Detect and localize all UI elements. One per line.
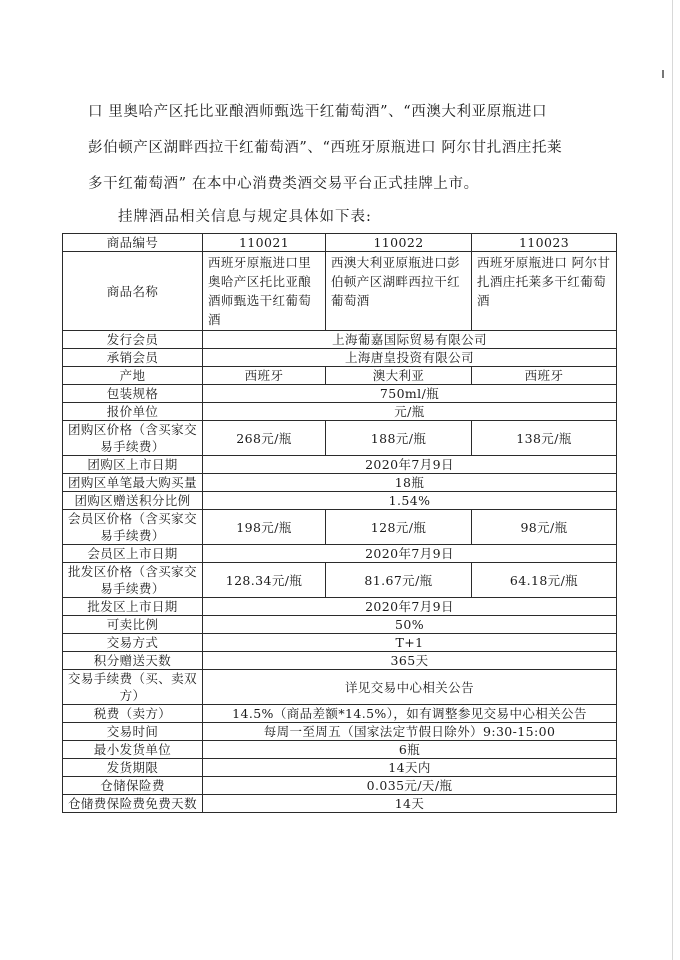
table-row: [63, 634, 617, 652]
table-row: [63, 421, 617, 456]
intro-line: 彭伯顿产区湖畔西拉干红葡萄酒”、“西班牙原瓶进口 阿尔甘扎酒庄托莱: [88, 140, 563, 156]
table-row: [63, 385, 617, 403]
table-row: [63, 349, 617, 367]
intro-line: 多干红葡萄酒” 在本中心消费类酒交易平台正式挂牌上市。: [88, 176, 479, 192]
origin: 西班牙: [203, 367, 326, 385]
table-row: [63, 474, 617, 492]
row-label: 团购区价格（含买家交易手续费）: [63, 421, 203, 456]
row-value: 14.5%（商品差额*14.5%），如有调整参见交易中心相关公告: [203, 705, 617, 723]
table-row: [63, 367, 617, 385]
row-value: 1.54%: [203, 492, 617, 510]
table-row: [63, 705, 617, 723]
table-row: [63, 759, 617, 777]
table-row: [63, 652, 617, 670]
row-label: 产地: [63, 367, 203, 385]
table-row: [63, 403, 617, 421]
row-label: 最小发货单位: [63, 741, 203, 759]
table-row: [63, 252, 617, 331]
table-row: [63, 616, 617, 634]
scan-mark: [662, 70, 664, 78]
row-value: 365天: [203, 652, 617, 670]
row-label: 团购区上市日期: [63, 456, 203, 474]
product-code: 110023: [472, 234, 617, 252]
row-value: 18瓶: [203, 474, 617, 492]
row-label: 批发区上市日期: [63, 598, 203, 616]
row-label: 交易手续费（买、卖双方）: [63, 670, 203, 705]
listing-spec-table: [62, 233, 617, 813]
member-price: 198元/瓶: [203, 510, 326, 545]
wholesale-price: 64.18元/瓶: [472, 563, 617, 598]
row-label: 报价单位: [63, 403, 203, 421]
row-value: 每周一至周五（国家法定节假日除外）9:30-15:00: [203, 723, 617, 741]
row-label: 包装规格: [63, 385, 203, 403]
row-value: 2020年7月9日: [203, 598, 617, 616]
table-row: [63, 510, 617, 545]
row-value: 6瓶: [203, 741, 617, 759]
table-row: [63, 456, 617, 474]
member-price: 128元/瓶: [326, 510, 472, 545]
table-row: [63, 598, 617, 616]
row-value: 详见交易中心相关公告: [203, 670, 617, 705]
table-row: [63, 723, 617, 741]
product-name: 西班牙原瓶进口里奥哈产区托比亚酿酒师甄选干红葡萄酒: [203, 252, 326, 331]
intro-line: 口 里奥哈产区托比亚酿酒师甄选干红葡萄酒”、“西澳大利亚原瓶进口: [88, 104, 548, 120]
row-label: 承销会员: [63, 349, 203, 367]
product-code: 110021: [203, 234, 326, 252]
row-label: 仓储费保险费免费天数: [63, 795, 203, 813]
row-label: 积分赠送天数: [63, 652, 203, 670]
page-edge: [672, 0, 673, 960]
row-label: 商品名称: [63, 252, 203, 331]
row-label: 交易方式: [63, 634, 203, 652]
table-row: [63, 563, 617, 598]
wholesale-price: 81.67元/瓶: [326, 563, 472, 598]
table-row: [63, 234, 617, 252]
row-value: 14天: [203, 795, 617, 813]
row-label: 发行会员: [63, 331, 203, 349]
table-row: [63, 777, 617, 795]
row-label: 交易时间: [63, 723, 203, 741]
row-value: 750ml/瓶: [203, 385, 617, 403]
product-name: 西班牙原瓶进口 阿尔甘扎酒庄托莱多干红葡萄酒: [472, 252, 617, 331]
table-row: [63, 545, 617, 563]
intro-paragraph: [88, 94, 628, 202]
row-label: 税费（卖方）: [63, 705, 203, 723]
row-label: 团购区单笔最大购买量: [63, 474, 203, 492]
row-label: 仓储保险费: [63, 777, 203, 795]
row-label: 商品编号: [63, 234, 203, 252]
row-label: 发货期限: [63, 759, 203, 777]
group-price: 138元/瓶: [472, 421, 617, 456]
wholesale-price: 128.34元/瓶: [203, 563, 326, 598]
row-label: 会员区价格（含买家交易手续费）: [63, 510, 203, 545]
group-price: 268元/瓶: [203, 421, 326, 456]
row-value: 元/瓶: [203, 403, 617, 421]
row-value: 0.035元/天/瓶: [203, 777, 617, 795]
row-label: 会员区上市日期: [63, 545, 203, 563]
table-row: [63, 492, 617, 510]
product-name: 西澳大利亚原瓶进口彭伯顿产区湖畔西拉干红葡萄酒: [326, 252, 472, 331]
row-label: 团购区赠送积分比例: [63, 492, 203, 510]
member-price: 98元/瓶: [472, 510, 617, 545]
row-value: 上海葡嘉国际贸易有限公司: [203, 331, 617, 349]
table-row: [63, 331, 617, 349]
table-intro-heading: 挂牌酒品相关信息与规定具体如下表:: [118, 209, 372, 225]
origin: 澳大利亚: [326, 367, 472, 385]
row-value: 2020年7月9日: [203, 545, 617, 563]
origin: 西班牙: [472, 367, 617, 385]
product-code: 110022: [326, 234, 472, 252]
row-value: 上海唐皇投资有限公司: [203, 349, 617, 367]
row-value: 2020年7月9日: [203, 456, 617, 474]
row-value: 14天内: [203, 759, 617, 777]
table-row: [63, 741, 617, 759]
row-label: 可卖比例: [63, 616, 203, 634]
table-row: [63, 795, 617, 813]
group-price: 188元/瓶: [326, 421, 472, 456]
row-value: T+1: [203, 634, 617, 652]
row-value: 50%: [203, 616, 617, 634]
row-label: 批发区价格（含买家交易手续费）: [63, 563, 203, 598]
table-row: [63, 670, 617, 705]
